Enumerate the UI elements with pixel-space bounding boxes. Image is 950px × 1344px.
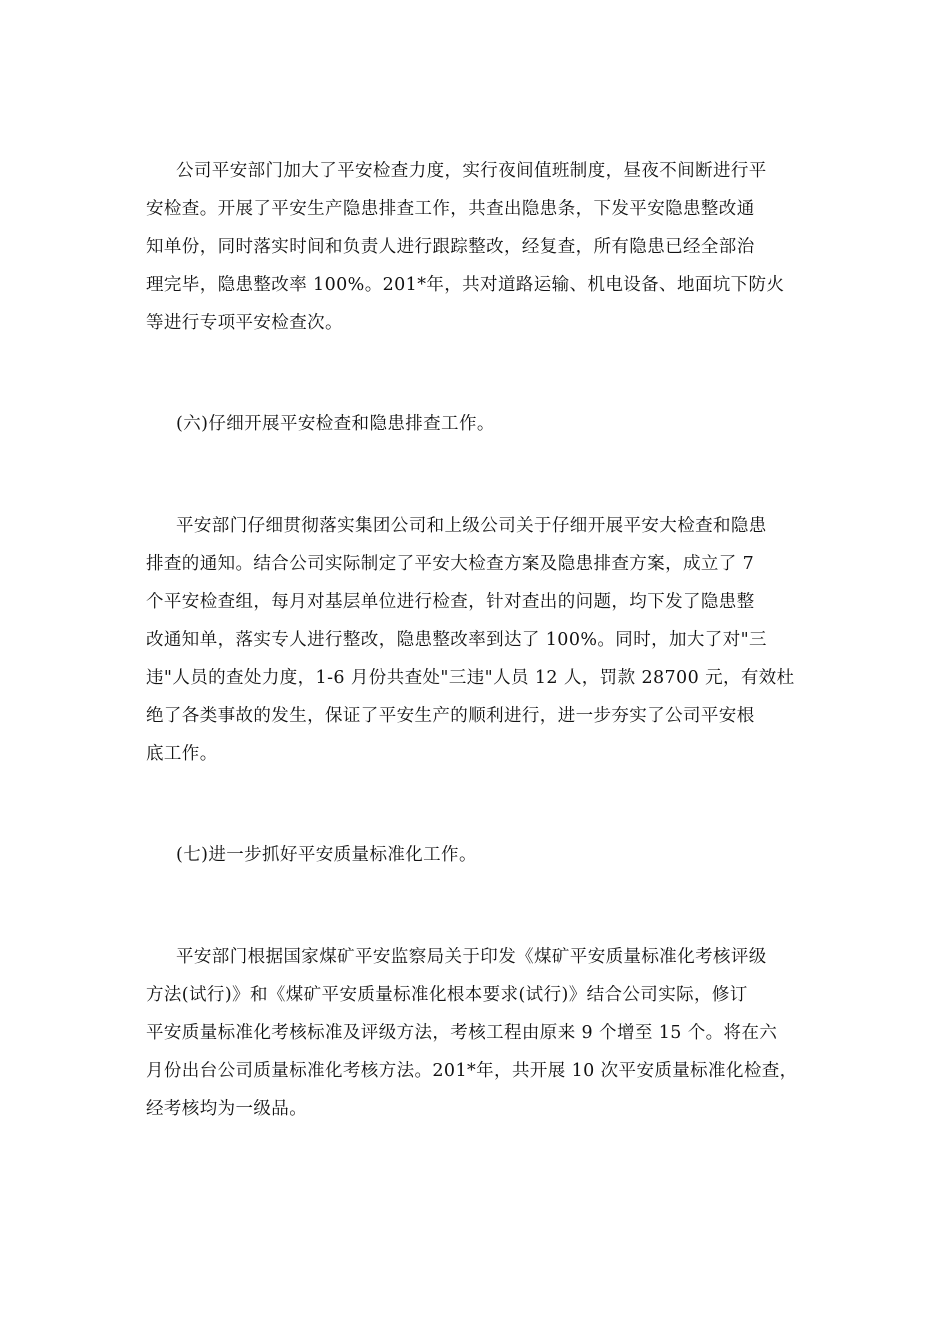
paragraph-line: 底工作。 — [146, 744, 218, 764]
paragraph-line: 等进行专项平安检查次。 — [146, 313, 343, 333]
paragraph-line: 个平安检查组，每月对基层单位进行检查，针对查出的问题，均下发了隐患整 — [146, 592, 755, 612]
paragraph-line: 平安部门根据国家煤矿平安监察局关于印发《煤矿平安质量标准化考核评级 — [176, 947, 767, 967]
paragraph-line: 理完毕，隐患整改率 100%。201*年，共对道路运输、机电设备、地面坑下防火 — [146, 275, 785, 295]
paragraph-line: 绝了各类事故的发生，保证了平安生产的顺利进行，进一步夯实了公司平安根 — [146, 706, 755, 726]
paragraph-line: 平安质量标准化考核标准及评级方法，考核工程由原来 9 个增至 15 个。将在六 — [146, 1023, 778, 1043]
section-heading-text: (七)进一步抓好平安质量标准化工作。 — [176, 845, 477, 865]
paragraph-line: 平安部门仔细贯彻落实集团公司和上级公司关于仔细开展平安大检查和隐患 — [176, 516, 767, 536]
paragraph-quality-standardization — [146, 938, 806, 1128]
paragraph-line: 知单份，同时落实时间和负责人进行跟踪整改，经复查，所有隐患已经全部治 — [146, 237, 755, 257]
paragraph-line: 经考核均为一级品。 — [146, 1099, 308, 1119]
paragraph-line: 安检查。开展了平安生产隐患排查工作，共查出隐患条，下发平安隐患整改通 — [146, 199, 755, 219]
paragraph-line: 方法(试行)》和《煤矿平安质量标准化根本要求(试行)》结合公司实际，修订 — [146, 985, 748, 1005]
paragraph-line: 排查的通知。结合公司实际制定了平安大检查方案及隐患排查方案，成立了 7 — [146, 554, 755, 574]
section-heading-text: (六)仔细开展平安检查和隐患排查工作。 — [176, 414, 495, 434]
paragraph-line: 改通知单，落实专人进行整改，隐患整改率到达了 100%。同时，加大了对"三 — [146, 630, 767, 650]
paragraph-safety-inspection — [146, 152, 806, 342]
paragraph-line: 公司平安部门加大了平安检查力度，实行夜间值班制度，昼夜不间断进行平 — [176, 161, 767, 181]
paragraph-hazard-investigation — [146, 507, 806, 773]
section-heading-6 — [146, 405, 806, 443]
paragraph-line: 违"人员的查处力度，1-6 月份共查处"三违"人员 12 人，罚款 28700 元，有效杜 — [146, 668, 795, 688]
section-heading-7 — [146, 836, 806, 874]
paragraph-line: 月份出台公司质量标准化考核方法。201*年，共开展 10 次平安质量标准化检查， — [146, 1061, 798, 1081]
